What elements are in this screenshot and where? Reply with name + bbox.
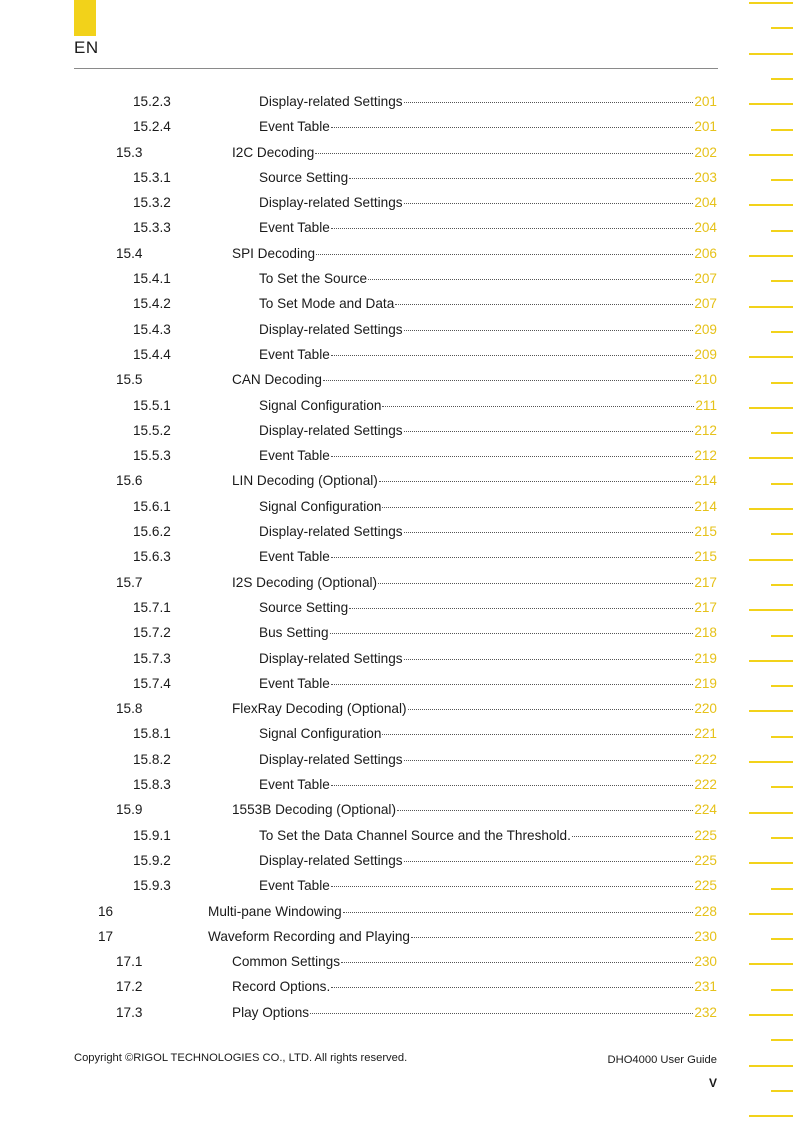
language-label: EN: [74, 38, 99, 57]
toc-entry-page[interactable]: 207: [694, 271, 717, 287]
toc-entry[interactable]: [0, 291, 793, 316]
toc-entry-line: [259, 544, 717, 569]
toc-entry-line: [232, 241, 717, 266]
edge-tick: [749, 306, 793, 308]
toc-entry-number: 15.9.3: [133, 878, 171, 894]
toc-entry-line: [259, 89, 717, 114]
toc-entry-line: [259, 393, 717, 418]
toc-entry-title[interactable]: Bus Setting: [259, 625, 329, 641]
toc-entry-page[interactable]: 207: [694, 296, 717, 312]
toc-entry-line: [259, 848, 717, 873]
dot-leader: [331, 455, 694, 457]
edge-tick: [771, 786, 793, 788]
toc-entry[interactable]: [0, 899, 793, 924]
dot-leader: [331, 556, 694, 558]
dot-leader: [572, 835, 693, 837]
toc-entry-line: [259, 772, 717, 797]
toc-entry-title[interactable]: Source Setting: [259, 169, 349, 185]
toc-entry-line: [259, 519, 717, 544]
toc-entry[interactable]: [0, 772, 793, 797]
edge-tick: [749, 761, 793, 763]
toc-entry-title[interactable]: Display-related Settings: [259, 650, 403, 666]
toc-entry-number: 15.3.2: [133, 195, 171, 211]
toc-entry-title[interactable]: CAN Decoding: [232, 372, 322, 388]
toc-entry-title[interactable]: Event Table: [259, 675, 330, 691]
toc-entry-page[interactable]: 201: [694, 119, 717, 135]
toc-entry-title[interactable]: Display-related Settings: [259, 524, 403, 540]
toc-entry-line: [259, 114, 717, 139]
toc-entry-line: [208, 899, 717, 924]
edge-tick: [749, 1115, 793, 1117]
edge-tick: [771, 179, 793, 181]
edge-tick: [749, 913, 793, 915]
toc-entry-page[interactable]: 219: [694, 675, 717, 691]
toc-entry-title[interactable]: Display-related Settings: [259, 852, 403, 868]
toc-entry-page[interactable]: 225: [694, 852, 717, 868]
toc-entry-page[interactable]: 219: [694, 650, 717, 666]
toc-entry-line: [259, 494, 717, 519]
toc-entry-number: 15.6: [116, 473, 143, 489]
toc-entry-page[interactable]: 218: [694, 625, 717, 641]
toc-entry[interactable]: [0, 974, 793, 999]
toc-entry[interactable]: [0, 241, 793, 266]
toc-entry-line: [259, 747, 717, 772]
toc-entry-number: 15.2.3: [133, 94, 171, 109]
toc-entry-number: 15.9.2: [133, 852, 171, 868]
toc-entry-page[interactable]: 228: [694, 903, 717, 919]
toc-entry-page[interactable]: 224: [694, 802, 717, 818]
toc-entry-page[interactable]: 221: [694, 726, 717, 742]
toc-entry[interactable]: [0, 443, 793, 468]
edge-tick: [771, 989, 793, 991]
dot-leader: [330, 632, 694, 634]
toc-entry-number: 15.3.1: [133, 169, 171, 185]
dot-leader: [331, 126, 694, 128]
edge-tick: [749, 1065, 793, 1067]
toc-entry-number: 15.3.3: [133, 220, 171, 236]
toc-entry[interactable]: [0, 190, 793, 215]
edge-tick: [771, 533, 793, 535]
edge-tick: [771, 584, 793, 586]
edge-tick: [749, 2, 793, 4]
toc-entry-page[interactable]: 209: [694, 346, 717, 362]
toc-entry[interactable]: [0, 595, 793, 620]
dot-leader: [397, 809, 693, 811]
edge-tick: [771, 837, 793, 839]
table-of-contents: [0, 89, 793, 1025]
toc-entry-title[interactable]: Event Table: [259, 220, 330, 236]
edge-tick: [771, 129, 793, 131]
toc-entry-page[interactable]: 211: [695, 397, 717, 413]
toc-entry[interactable]: [0, 873, 793, 898]
dot-leader: [382, 506, 693, 508]
toc-entry-number: 15.4: [116, 245, 143, 261]
toc-entry-number: 17.3: [116, 1004, 143, 1020]
edge-tick: [749, 710, 793, 712]
toc-entry-number: 15.6.3: [133, 549, 171, 565]
edge-tick: [771, 230, 793, 232]
edge-tick: [771, 1039, 793, 1041]
toc-entry-number: 16: [98, 903, 114, 919]
toc-entry[interactable]: [0, 544, 793, 569]
toc-entry-line: [232, 140, 717, 165]
toc-entry-page[interactable]: 220: [694, 701, 717, 717]
toc-entry-page[interactable]: 217: [694, 574, 717, 590]
dot-leader: [349, 607, 693, 609]
toc-entry[interactable]: [0, 140, 793, 165]
dot-leader: [368, 278, 693, 280]
toc-entry-title[interactable]: I2S Decoding (Optional): [232, 574, 378, 590]
toc-entry-title[interactable]: Event Table: [259, 119, 330, 135]
dot-leader: [404, 658, 694, 660]
toc-entry[interactable]: [0, 89, 793, 114]
toc-entry-line: [259, 215, 717, 240]
toc-entry-page[interactable]: 232: [694, 1004, 717, 1020]
toc-entry-line: [232, 974, 717, 999]
edge-tick: [771, 685, 793, 687]
dot-leader: [404, 860, 694, 862]
toc-entry-line: [259, 342, 717, 367]
toc-entry-line: [208, 924, 717, 949]
toc-entry[interactable]: [0, 468, 793, 493]
dot-leader: [331, 354, 694, 356]
dot-leader: [378, 582, 693, 584]
toc-entry-title[interactable]: Multi-pane Windowing: [208, 903, 342, 919]
toc-entry-title[interactable]: LIN Decoding (Optional): [232, 473, 378, 489]
dot-leader: [404, 759, 694, 761]
toc-entry[interactable]: [0, 215, 793, 240]
dot-leader: [341, 961, 693, 963]
toc-entry[interactable]: [0, 266, 793, 291]
toc-entry-page[interactable]: 225: [694, 878, 717, 894]
toc-entry-title[interactable]: Source Setting: [259, 599, 349, 615]
edge-tick: [771, 888, 793, 890]
toc-entry-number: 15.7.1: [133, 599, 171, 615]
toc-entry-page[interactable]: 212: [694, 422, 717, 438]
toc-entry[interactable]: [0, 823, 793, 848]
toc-entry[interactable]: [0, 620, 793, 645]
edge-tick: [749, 1014, 793, 1016]
toc-entry-number: 15.4.2: [133, 296, 171, 312]
toc-entry-line: [232, 949, 717, 974]
toc-entry-title[interactable]: Display-related Settings: [259, 94, 403, 109]
toc-entry-number: 15.8.3: [133, 777, 171, 793]
dot-leader: [411, 936, 693, 938]
toc-entry-line: [232, 1000, 717, 1025]
toc-entry-page[interactable]: 202: [694, 144, 717, 160]
edge-thumb-index: [745, 0, 793, 1122]
toc-entry-number: 17.2: [116, 979, 143, 995]
toc-entry-page[interactable]: 222: [694, 751, 717, 767]
toc-entry-number: 15.3: [116, 144, 143, 160]
dot-leader: [331, 885, 694, 887]
toc-entry[interactable]: [0, 1000, 793, 1025]
dot-leader: [382, 405, 694, 407]
toc-entry-page[interactable]: 214: [694, 498, 717, 514]
toc-entry-number: 15.4.4: [133, 346, 171, 362]
toc-entry-page[interactable]: 204: [694, 195, 717, 211]
toc-entry-title[interactable]: Event Table: [259, 448, 330, 464]
toc-entry-title[interactable]: Event Table: [259, 549, 330, 565]
toc-entry-number: 15.5.1: [133, 397, 171, 413]
dot-leader: [404, 430, 694, 432]
toc-entry-line: [259, 317, 717, 342]
toc-entry-page[interactable]: 204: [694, 220, 717, 236]
toc-entry-title[interactable]: Event Table: [259, 878, 330, 894]
toc-entry-number: 15.7.3: [133, 650, 171, 666]
toc-entry-title[interactable]: To Set the Data Channel Source and the Threshold.: [259, 827, 571, 843]
toc-entry-line: [232, 797, 717, 822]
edge-tick: [771, 27, 793, 29]
edge-tick: [749, 356, 793, 358]
toc-entry-number: 15.9.1: [133, 827, 171, 843]
toc-entry[interactable]: [0, 519, 793, 544]
toc-entry-number: 15.4.3: [133, 321, 171, 337]
edge-tick: [749, 862, 793, 864]
toc-entry-line: [259, 620, 717, 645]
chapter-color-tab: [74, 0, 96, 36]
toc-entry-page[interactable]: 206: [694, 245, 717, 261]
dot-leader: [323, 379, 693, 381]
toc-entry-line: [259, 266, 717, 291]
toc-entry-number: 15.8.2: [133, 751, 171, 767]
toc-entry[interactable]: [0, 924, 793, 949]
toc-entry-line: [232, 570, 717, 595]
edge-tick: [749, 812, 793, 814]
toc-entry-page[interactable]: 225: [694, 827, 717, 843]
edge-tick: [771, 432, 793, 434]
toc-entry-number: 15.7: [116, 574, 143, 590]
toc-entry-title[interactable]: To Set the Source: [259, 271, 368, 287]
toc-entry-line: [259, 823, 717, 848]
dot-leader: [316, 253, 693, 255]
toc-entry-number: 15.7.2: [133, 625, 171, 641]
toc-entry-title[interactable]: Signal Configuration: [259, 397, 382, 413]
toc-entry-line: [259, 165, 717, 190]
toc-entry[interactable]: [0, 696, 793, 721]
toc-entry-number: 15.2.4: [133, 119, 171, 135]
toc-entry[interactable]: [0, 671, 793, 696]
toc-entry[interactable]: [0, 848, 793, 873]
toc-entry-page[interactable]: 209: [694, 321, 717, 337]
toc-entry-title[interactable]: Display-related Settings: [259, 422, 403, 438]
toc-entry[interactable]: [0, 494, 793, 519]
toc-entry-number: 15.8.1: [133, 726, 171, 742]
edge-tick: [749, 963, 793, 965]
dot-leader: [331, 683, 694, 685]
toc-entry-number: 17.1: [116, 954, 143, 970]
dot-leader: [404, 202, 694, 204]
toc-entry-title[interactable]: Play Options: [232, 1004, 310, 1020]
toc-entry[interactable]: [0, 367, 793, 392]
toc-entry-number: 15.5: [116, 372, 143, 388]
footer-guide-title: DHO4000 User Guide: [607, 1054, 717, 1066]
edge-tick: [749, 103, 793, 105]
toc-entry[interactable]: [0, 317, 793, 342]
toc-entry-number: 15.5.2: [133, 422, 171, 438]
dot-leader: [310, 1012, 693, 1014]
toc-entry[interactable]: [0, 646, 793, 671]
toc-entry[interactable]: [0, 797, 793, 822]
dot-leader: [382, 733, 693, 735]
toc-entry[interactable]: [0, 721, 793, 746]
dot-leader: [331, 784, 694, 786]
toc-entry-page[interactable]: 201: [694, 94, 717, 109]
edge-tick: [749, 407, 793, 409]
toc-entry-line: [232, 696, 717, 721]
toc-entry-page[interactable]: 203: [694, 169, 717, 185]
toc-entry[interactable]: [0, 114, 793, 139]
toc-entry-page[interactable]: 215: [694, 549, 717, 565]
dot-leader: [395, 303, 693, 305]
toc-entry[interactable]: [0, 747, 793, 772]
toc-entry-title[interactable]: Signal Configuration: [259, 498, 382, 514]
dot-leader: [408, 708, 694, 710]
toc-entry-line: [259, 595, 717, 620]
toc-entry-title[interactable]: Display-related Settings: [259, 195, 403, 211]
dot-leader: [331, 986, 693, 988]
toc-entry-line: [259, 190, 717, 215]
toc-entry-page[interactable]: 230: [694, 954, 717, 970]
edge-tick: [771, 938, 793, 940]
edge-tick: [749, 154, 793, 156]
toc-entry-line: [232, 367, 717, 392]
dot-leader: [315, 152, 693, 154]
edge-tick: [771, 635, 793, 637]
toc-entry-title[interactable]: Display-related Settings: [259, 321, 403, 337]
toc-entry-title[interactable]: FlexRay Decoding (Optional): [232, 701, 407, 717]
toc-entry[interactable]: [0, 342, 793, 367]
dot-leader: [349, 177, 693, 179]
dot-leader: [331, 227, 694, 229]
toc-entry-page[interactable]: 212: [694, 448, 717, 464]
toc-entry[interactable]: [0, 418, 793, 443]
dot-leader: [379, 480, 693, 482]
toc-entry-page[interactable]: 230: [694, 928, 717, 944]
edge-tick: [749, 53, 793, 55]
toc-entry-line: [259, 646, 717, 671]
edge-tick: [771, 483, 793, 485]
toc-entry-number: 15.8: [116, 701, 143, 717]
page-number: V: [708, 1076, 717, 1090]
toc-entry-page[interactable]: 222: [694, 777, 717, 793]
toc-entry-title[interactable]: Event Table: [259, 346, 330, 362]
toc-entry-number: 15.6.1: [133, 498, 171, 514]
toc-entry-title[interactable]: 1553B Decoding (Optional): [232, 802, 396, 818]
edge-tick: [771, 78, 793, 80]
toc-entry-page[interactable]: 214: [694, 473, 717, 489]
toc-entry-number: 15.7.4: [133, 675, 171, 691]
toc-entry-line: [259, 671, 717, 696]
toc-entry-title[interactable]: Common Settings: [232, 954, 341, 970]
toc-entry-page[interactable]: 231: [694, 979, 717, 995]
dot-leader: [404, 531, 694, 533]
toc-entry-number: 15.9: [116, 802, 143, 818]
toc-entry-title[interactable]: I2C Decoding: [232, 144, 315, 160]
edge-tick: [771, 280, 793, 282]
toc-entry-title[interactable]: Waveform Recording and Playing: [208, 928, 410, 944]
edge-tick: [749, 204, 793, 206]
dot-leader: [404, 101, 694, 103]
footer-copyright: Copyright ©RIGOL TECHNOLOGIES CO., LTD. All rights reserved.: [74, 1052, 408, 1064]
toc-entry-title[interactable]: Signal Configuration: [259, 726, 382, 742]
toc-entry-line: [232, 468, 717, 493]
toc-entry-title[interactable]: Display-related Settings: [259, 751, 403, 767]
toc-entry-line: [259, 418, 717, 443]
toc-entry-title[interactable]: Event Table: [259, 777, 330, 793]
dot-leader: [343, 911, 694, 913]
edge-tick: [749, 609, 793, 611]
edge-tick: [749, 508, 793, 510]
edge-tick: [771, 331, 793, 333]
toc-entry-number: 15.6.2: [133, 524, 171, 540]
toc-entry-number: 15.4.1: [133, 271, 171, 287]
toc-entry[interactable]: [0, 393, 793, 418]
toc-entry-number: 15.5.3: [133, 448, 171, 464]
toc-entry-page[interactable]: 215: [694, 524, 717, 540]
toc-entry-page[interactable]: 217: [694, 599, 717, 615]
toc-entry[interactable]: [0, 949, 793, 974]
edge-tick: [771, 382, 793, 384]
toc-entry-line: [259, 721, 717, 746]
toc-entry[interactable]: [0, 570, 793, 595]
edge-tick: [749, 559, 793, 561]
toc-entry-line: [259, 291, 717, 316]
dot-leader: [404, 329, 694, 331]
edge-tick: [749, 457, 793, 459]
toc-entry-line: [259, 873, 717, 898]
toc-entry-title[interactable]: To Set Mode and Data: [259, 296, 395, 312]
edge-tick: [749, 255, 793, 257]
toc-entry-title[interactable]: SPI Decoding: [232, 245, 316, 261]
header-divider: [74, 68, 718, 69]
toc-entry-number: 17: [98, 928, 114, 944]
toc-entry-page[interactable]: 210: [694, 372, 717, 388]
toc-entry[interactable]: [0, 165, 793, 190]
edge-tick: [771, 1090, 793, 1092]
edge-tick: [749, 660, 793, 662]
edge-tick: [771, 736, 793, 738]
toc-entry-title[interactable]: Record Options.: [232, 979, 331, 995]
toc-entry-line: [259, 443, 717, 468]
